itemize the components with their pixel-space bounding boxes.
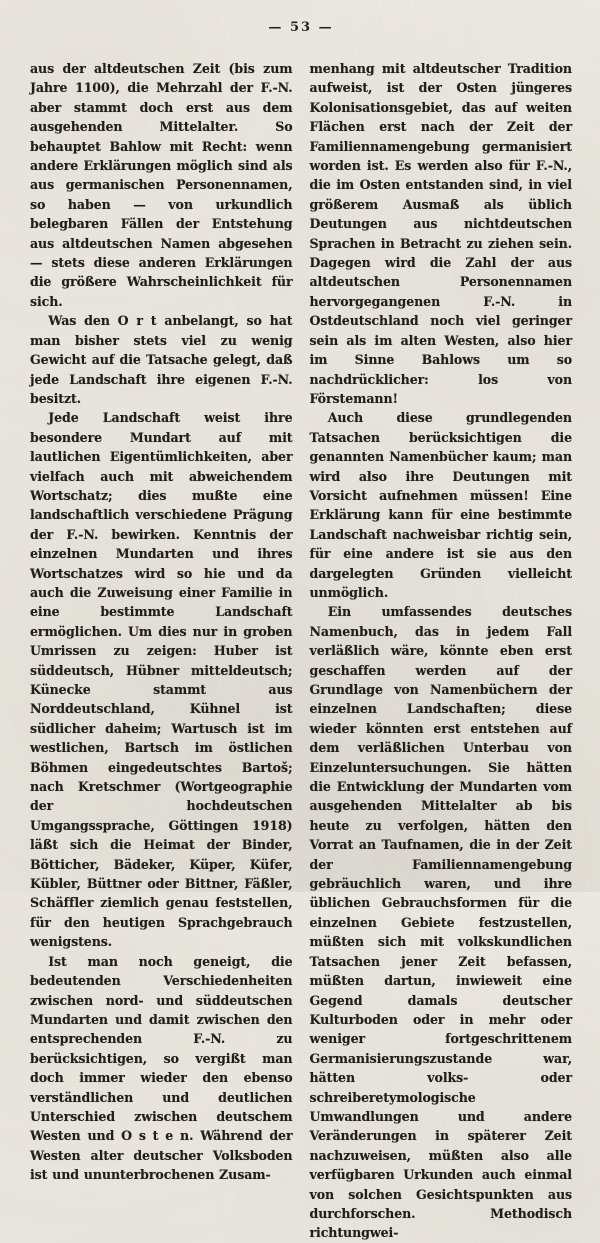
paragraph: aus der altdeutschen Zeit (bis zum Jahre 1100), die Mehrzahl der F.-N. aber stammt doch erst aus dem ausgehenden Mittelalter. So behauptet Bahlow mit Recht: wenn andere Erklärungen möglich sind als aus germanischen Personennamen, so haben — von urkundlich belegbaren Fällen der Entstehung aus altdeutschen Namen abgesehen — stets diese anderen Erklärungen die größere Wahrscheinlichkeit für sich. [30, 61, 293, 309]
right-column [310, 59, 573, 1243]
paragraph: Was den O r t anbelangt, so hat man bisher stets viel zu wenig Gewicht auf die Tatsache gelegt, daß jede Landschaft ihre eigenen F.-N. besitzt. [30, 313, 293, 406]
paragraph: Jede Landschaft weist ihre besondere Mundart auf mit lautlichen Eigentümlichkeiten, aber vielfach auch mit abweichendem Wortschatz; dies mußte eine landschaftlich verschiedene Prägung der F.-N. bewirken. Kenntnis der einzelnen Mundarten und ihres Wortschatzes wird so hie und da auch die Zuweisung einer Familie in eine bestimmte Landschaft ermöglichen. Um dies nur in groben Umrissen zu zeigen: Huber ist süddeutsch, Hübner mitteldeutsch; Künecke stammt aus Norddeutschland, Kühnel ist südlicher daheim; Wartusch ist im westlichen, Bartsch im östlichen Böhmen eingedeutschtes Bartoš; nach Kretschmer (Wortgeographie der hochdeutschen Umgangssprache, Göttingen 1918) läßt sich die Heimat der Binder, Bötticher, Bädeker, Küper, Küfer, Kübler, Büttner oder Bittner, Fäßler, Schäffler ziemlich genau feststellen, für den heutigen Sprachgebrauch wenigstens. [30, 410, 293, 950]
paragraph: Auch diese grundlegenden Tatsachen berücksichtigen die genannten Namenbücher kaum; man wird also ihre Deutungen mit Vorsicht aufnehmen müssen! Eine Erklärung kann für eine bestimmte Landschaft nachweisbar richtig sein, für eine andere ist sie aus den dargelegten Gründen vielleicht unmöglich. [309, 410, 572, 600]
paragraph: Ist man noch geneigt, die bedeutenden Verschiedenheiten zwischen nord- und süddeutschen Mundarten und damit zwischen den entsprechenden F.-N. zu berücksichtigen, so vergißt man doch immer wieder den ebenso verständlichen und deutlichen Unterschied zwischen deutschem Westen und O s t e n. Während der Westen alter deutscher Volksboden ist und ununterbrochenen Zusam- [30, 953, 293, 1183]
left-column [30, 59, 293, 1243]
paragraph: menhang mit altdeutscher Tradition aufweist, ist der Osten jüngeres Kolonisationsgebiet, das auf weiten Flächen erst nach der Zeit der Familiennamengebung germanisiert worden ist. Es werden also für F.-N., die im Osten entstanden sind, in viel größerem Ausmaß als üblich Deutungen aus nichtdeutschen Sprachen in Betracht zu ziehen sein. Dagegen wird die Zahl der aus altdeutschen Personennamen hervorgegangenen F.-N. in Ostdeutschland noch viel geringer sein als im alten Westen, also hier im Sinne Bahlows um so nachdrücklicher: los von Förstemann! [309, 61, 572, 406]
page-number: — 53 — [268, 20, 334, 35]
text-columns [30, 59, 572, 1243]
paragraph: Ein umfassendes deutsches Namenbuch, das in jedem Fall verläßlich wäre, könnte eben erst geschaffen werden auf der Grundlage von Namenbüchern der einzelnen Landschaften; diese wieder könnten erst entstehen auf dem verläßlichen Unterbau von Einzeluntersuchungen. Sie hätten die Entwicklung der Mundarten vom ausgehenden Mittelalter ab bis heute zu verfolgen, hätten den Vorrat an Taufnamen, die in der Zeit der Familiennamengebung gebräuchlich waren, und ihre üblichen Gebrauchsformen für die einzelnen Gebiete festzustellen, müßten sich mit volkskundlichen Tatsachen jener Zeit befassen, müßten dartun, inwieweit eine Gegend damals deutscher Kulturboden oder in mehr oder weniger fortgeschrittenem Germanisierungszustande war, hätten volks- oder schreiberetymologische Umwandlungen und andere Veränderungen in späterer Zeit nachzuweisen, müßten also alle verfügbaren Urkunden auch einmal von solchen Gesichtspunkten aus durchforschen. Methodisch richtungwei- [309, 604, 572, 1241]
